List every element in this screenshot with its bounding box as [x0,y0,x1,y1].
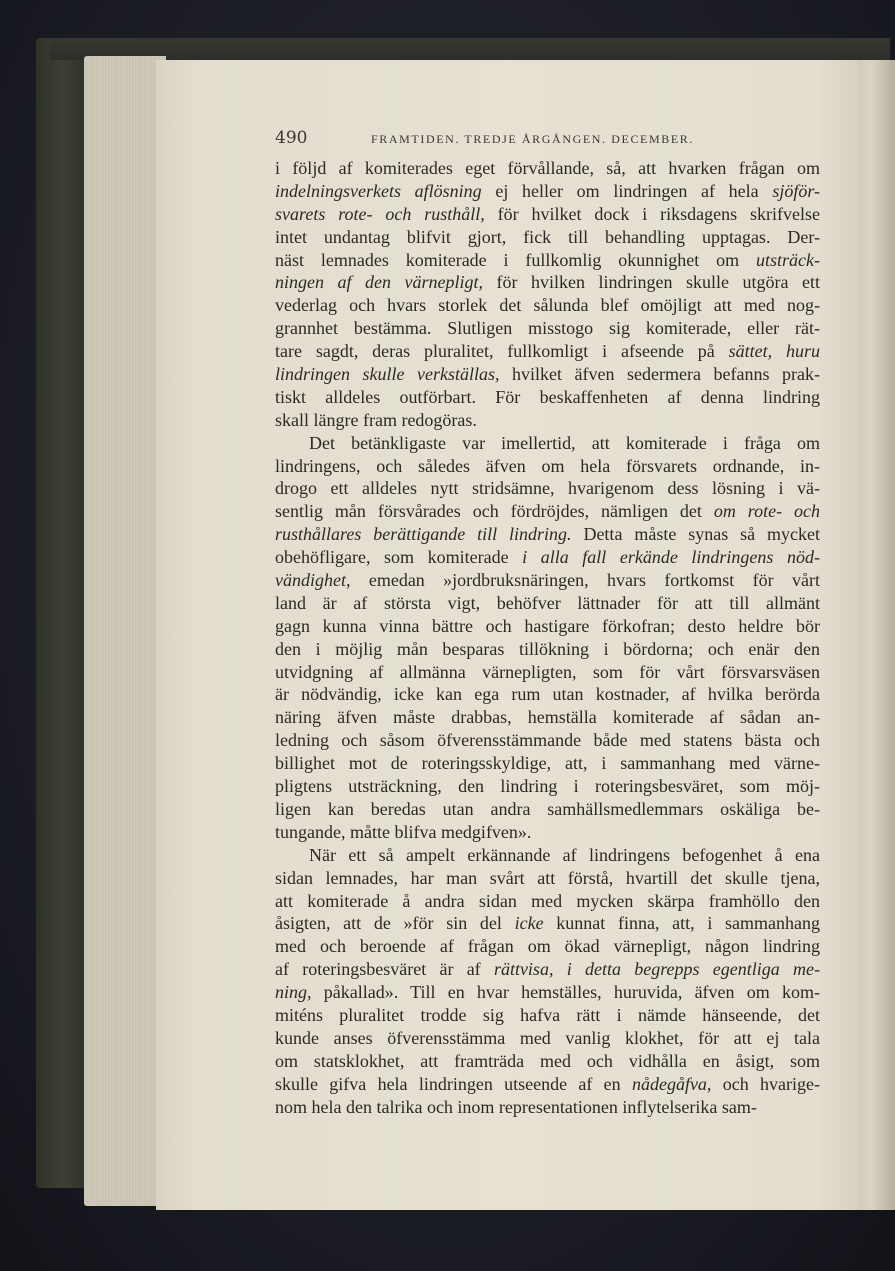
text-line [275,775,820,798]
italic-text: om rote- och [713,501,820,522]
text-span: land är af största vigt, behöfver lättnader för att till allmänt [275,592,820,613]
text-line [275,523,820,546]
text-span: skall längre fram redogöras. [275,409,477,430]
text-line [275,226,820,249]
text-span: den i möjlig mån besparas tillökning i bördorna; och enär den [275,638,820,659]
italic-text: ning, [275,982,312,1003]
italic-text: i alla fall erkände lindringens nöd- [522,547,820,568]
facing-page-edge [855,60,895,1210]
text-span: sentlig mån försvårades och fördröjdes, nämligen det [275,501,714,522]
text-line [275,912,820,935]
text-span: påkallad». Till en hvar hemställes, huruvida, äfven om kom- [311,982,820,1003]
italic-text: sjöför- [772,180,820,201]
text-span: nom hela den talrika och inom representationen inflytelserika sam- [275,1096,757,1117]
text-span: tungande, måtte blifva medgifven». [275,821,532,842]
text-span: vederlag och hvars storlek det sålunda blef omöjligt att med nog- [275,295,820,316]
text-span: och hvarige- [711,1073,820,1094]
text-span: näst lemnades komiterade i fullkomlig okunnighet om [275,249,757,270]
text-line [275,1096,820,1119]
text-line [275,1004,820,1027]
text-line [275,546,820,569]
text-line [275,271,820,294]
text-span: miténs pluralitet trodde sig hafva rätt i nämde hänseende, det [275,1004,820,1025]
italic-text: sättet, huru [728,341,820,362]
text-span: ledning och såsom öfverensstämmande både med statens bästa och [275,730,820,751]
paragraph [275,844,820,1119]
text-line [275,340,820,363]
italic-text: indelningsverkets aflösning [275,180,482,201]
text-line [275,180,820,203]
text-line [275,752,820,775]
text-line [275,409,820,432]
running-head: FRAMTIDEN. TREDJE ÅRGÅNGEN. DECEMBER. [371,132,694,146]
page-number: 490 [275,128,308,148]
text-line [275,294,820,317]
text-span: Det betänkligaste var imellertid, att komiterade i fråga om [309,432,820,453]
text-span: sidan lemnades, har man svårt att förstå, hvartill det skulle tjena, [275,867,820,888]
text-span: hvilket äfven sedermera befanns prak- [499,364,820,385]
text-line [275,935,820,958]
text-line [275,500,820,523]
text-span: om statsklokhet, att framträda med och vidhålla en åsigt, som [275,1050,820,1071]
text-span: kunnat finna, att, i sammanhang [543,913,820,934]
text-line [275,821,820,844]
text-line [275,203,820,226]
text-line [275,477,820,500]
italic-text: utsträck- [756,249,820,270]
text-line [275,363,820,386]
text-line [275,455,820,478]
italic-text: icke [514,913,544,934]
text-line [275,317,820,340]
text-line [275,729,820,752]
text-line [275,569,820,592]
text-line [275,867,820,890]
text-span: gagn kunna vinna bättre och hastigare förkofran; desto heldre bör [275,615,820,636]
text-span: billighet mot de roteringsskyldige, att, i sammanhang med värne- [275,753,820,774]
text-line [275,798,820,821]
italic-text: rusthållares berättigande till lindring. [275,524,572,545]
text-line [275,638,820,661]
text-line [275,249,820,272]
text-line [275,157,820,180]
text-span: för hvilken lindringen skulle utgöra ett [483,272,821,293]
text-span: intet undantag blifvit gjort, fick till behandling upptagas. Der- [275,226,820,247]
text-line [275,592,820,615]
text-span: När ett så ampelt erkännande af lindringens befogenhet å ena [309,844,820,865]
text-span: kunde anses öfverensstämma med vanlig klokhet, för att ej tala [275,1027,820,1048]
text-line [275,615,820,638]
italic-text: vändighet, [275,570,351,591]
text-span: näring äfven måste drabbas, hemställa komiterade af sådan an- [275,707,820,728]
text-span: af roteringsbesväret är af [275,959,494,980]
text-span: med och beroende af frågan om ökad värnepligt, någon lindring [275,936,820,957]
paragraph [275,157,820,432]
italic-text: rättvisa, i detta begrepps egentliga me- [493,959,821,980]
text-span: för hvilket dock i riksdagens skrifvelse [484,203,821,224]
text-span: i följd af komiterades eget förvållande, så, att hvarken frågan om [275,158,820,178]
text-span: utvidgning af allmänna värnepligten, som för vårt försvarsväsen [275,661,820,682]
text-line [275,844,820,867]
text-line [275,386,820,409]
text-span: skulle gifva hela lindringen utseende af en [275,1073,632,1094]
text-span: grannhet bestämma. Slutligen misstogo sig komiterade, eller rät- [275,318,820,339]
italic-text: ningen af den värnepligt, [275,272,483,293]
text-span: obehöfligare, som komiterade [275,547,523,568]
italic-text: lindringen skulle verkställas, [275,364,500,385]
body-text [275,157,820,1118]
text-span: att komiterade å andra sidan med mycken skärpa framhöllo den [275,890,820,911]
text-line [275,1050,820,1073]
text-line [275,890,820,913]
text-span: drogo ett alldeles nytt stridsämne, hvarigenom dess lösning i vä- [275,478,820,499]
text-span: är nödvändig, icke kan ega rum utan kostnader, af hvilka berörda [275,684,820,705]
text-span: ligen kan beredas utan andra samhällsmedlemmars oskäliga be- [275,798,820,819]
text-span: Detta måste synas så mycket [571,524,820,545]
text-span: pligtens utsträckning, den lindring i roteringsbesväret, som möj- [275,776,820,797]
text-line [275,706,820,729]
text-line [275,958,820,981]
text-span: tare sagdt, deras pluralitet, fullkomligt i afseende på [275,341,729,362]
text-span: ej heller om lindringen af hela [481,180,773,201]
text-line [275,661,820,684]
book-cover-top [50,38,890,60]
page-header [275,128,820,152]
text-span: lindringens, och således äfven om hela försvarets ordnande, in- [275,455,820,476]
text-line [275,981,820,1004]
text-span: emedan »jordbruksnäringen, hvars fortkomst för vårt [350,570,820,591]
text-line [275,1027,820,1050]
paragraph [275,432,820,844]
text-span: tiskt alldeles outförbart. För beskaffenheten af denna lindring [275,386,820,407]
italic-text: svarets rote- och rusthåll, [275,203,485,224]
text-line [275,683,820,706]
italic-text: nådegåfva, [631,1073,712,1094]
text-line [275,432,820,455]
page-stack-edges [84,56,166,1206]
text-span: åsigten, att de »för sin del [275,913,515,934]
text-line [275,1073,820,1096]
